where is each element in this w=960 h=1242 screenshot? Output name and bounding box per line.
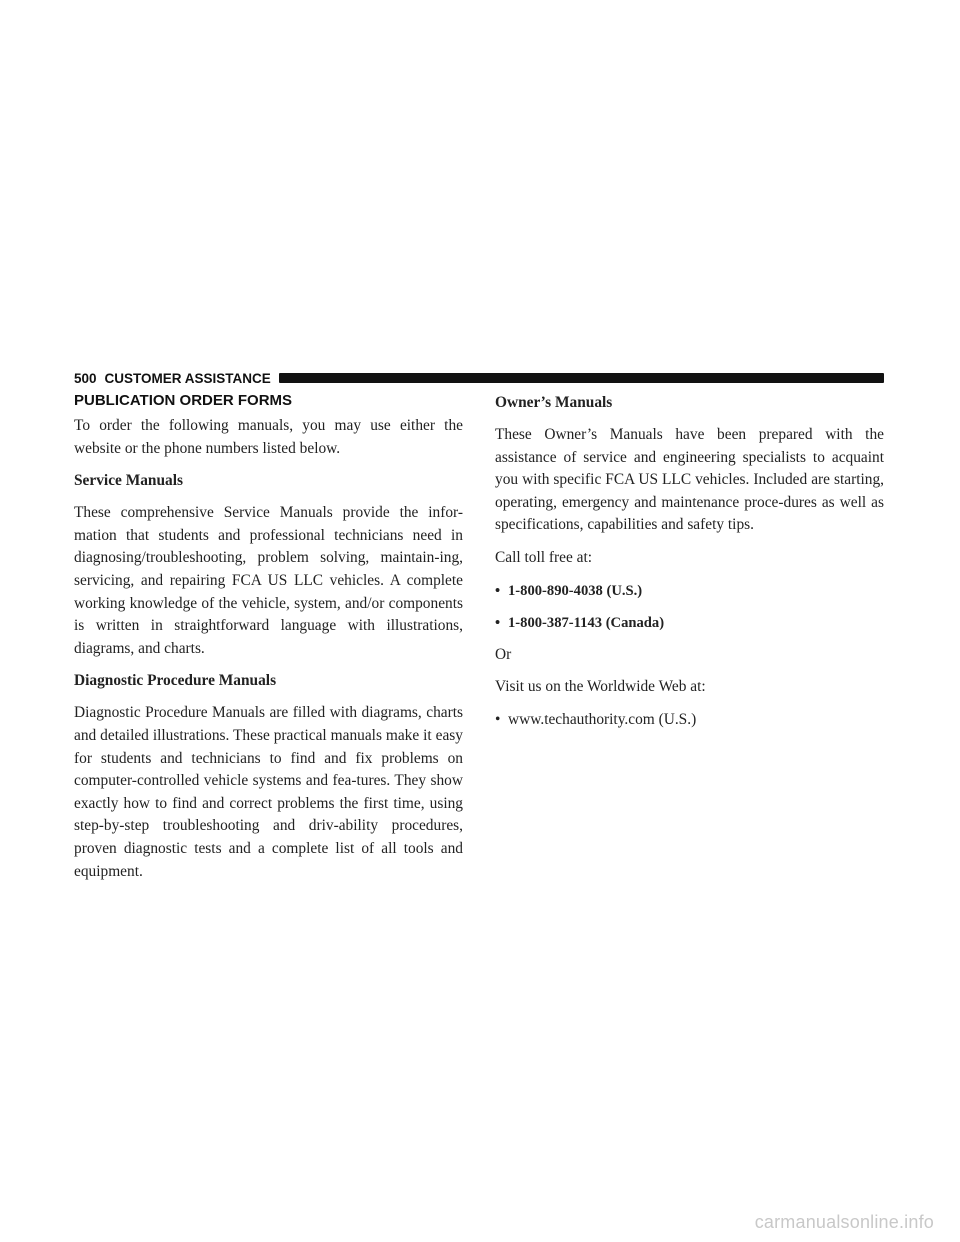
diagnostic-manuals-heading: Diagnostic Procedure Manuals: [74, 672, 277, 690]
or-label: Or: [495, 645, 512, 663]
phone-us: 1-800-890-4038 (U.S.): [508, 582, 643, 599]
service-manuals-paragraph: These comprehensive Service Manuals provide the infor-mation that students and professional technicians need in diagnosing/troubleshooting, problem solving, maintain-ing, servicing, and repairing FCA US LLC vehicles. A complete working knowledge of the vehicle, system, and/or components is written in straightforward language with illustrations, diagrams, and charts.: [74, 504, 463, 657]
diagnostic-manuals-paragraph: Diagnostic Procedure Manuals are filled with diagrams, charts and detailed illustrations. These practical manuals make it easy for students and technicians to find and fix problems on computer-controlled vehicle systems and fea-tures. They show exactly how to find and correct problems the first time, using step-by-step troubleshooting and driv-ability procedures, proven diagnostic tests and a complete list of all tools and equipment.: [74, 704, 463, 880]
watermark: carmanualsonline.info: [754, 1212, 934, 1232]
page-heading: PUBLICATION ORDER FORMS: [74, 392, 293, 409]
bullet-icon: •: [495, 710, 501, 728]
service-manuals-heading: Service Manuals: [74, 472, 184, 490]
owners-manuals-paragraph: These Owner’s Manuals have been prepared with the assistance of service and engineering specialists to acquaint you with specific FCA US LLC vehicles. Included are starting, operating, emergency and maintenance proce-dures as well as specifications, capabilities and safety tips.: [495, 426, 884, 534]
page-header: [74, 368, 884, 388]
header-rule: [279, 373, 884, 383]
website-list: [495, 709, 884, 731]
intro-paragraph: To order the following manuals, you may use either the website or the phone numbers listed below.: [74, 417, 463, 457]
list-item: [495, 709, 884, 731]
list-item: [495, 580, 884, 602]
list-item: [495, 612, 884, 634]
call-toll-free-label: Call toll free at:: [495, 548, 593, 566]
page-number: 500: [74, 370, 97, 386]
section-title: CUSTOMER ASSISTANCE: [104, 370, 271, 386]
right-column: [495, 392, 884, 741]
phone-canada: 1-800-387-1143 (Canada): [508, 614, 665, 631]
bullet-icon: •: [495, 614, 501, 631]
owners-manuals-heading: Owner’s Manuals: [495, 394, 613, 411]
visit-web-label: Visit us on the Worldwide Web at:: [495, 678, 706, 696]
phone-list: [495, 580, 884, 634]
website-link[interactable]: www.techauthority.com (U.S.): [508, 710, 697, 728]
left-column: [74, 392, 463, 893]
bullet-icon: •: [495, 582, 501, 599]
